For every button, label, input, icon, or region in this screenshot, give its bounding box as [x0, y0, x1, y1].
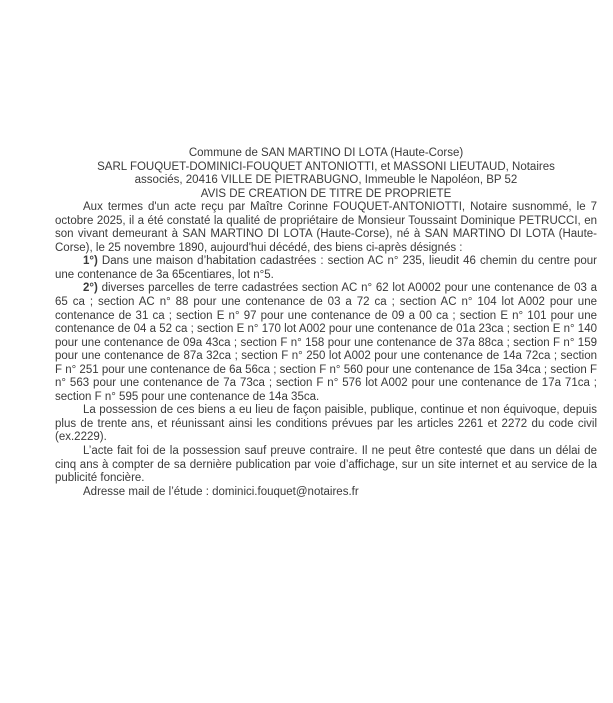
item-1-text: Dans une maison d’habitation cadastrées : section AC n° 235, lieudit 46 chemin du centre pour une contenance de 3a 65centiares, lot n°5. — [55, 255, 597, 281]
paragraph-item-2 — [55, 282, 597, 404]
doc-title-avis: AVIS DE CREATION DE TITRE DE PROPRIETE — [200, 187, 452, 200]
legal-notice-text-block — [55, 147, 597, 499]
doc-header-adresse-etude: associés, 20416 VILLE DE PIETRABUGNO, Immeuble le Napoléon, BP 52 — [134, 174, 518, 187]
item-1-number: 1°) — [83, 255, 98, 268]
paragraph-acte: L’acte fait foi de la possession sauf preuve contraire. Il ne peut être contesté que dans un délai de cinq ans à compter de sa dernière publication par voie d’affichage, sur un site internet et au service de la publicité foncière. — [55, 445, 597, 485]
paragraph-item-1 — [55, 255, 597, 282]
paragraph-possession: La possession de ces biens a eu lieu de façon paisible, publique, continue et non équivoque, depuis plus de trente ans, et réunissant ainsi les conditions prévues par les articles 2261 et 2272 du code civil (ex.2229). — [55, 404, 597, 444]
item-2-number: 2°) — [83, 282, 98, 295]
item-2-text: diverses parcelles de terre cadastrées section AC n° 62 lot A0002 pour une contenance de 03 a 65 ca ; section AC n° 88 pour une contenance de 03 a 72 ca ; section AC n° 104 lot A002 pour une contenance de 31 ca ; section E n° 97 pour une contenance de 09 a 00 ca ; section E n° 101 pour une contenance de 04 a 52 ca ; section E n° 170 lot A002 pour une contenance de 01a 23ca ; section E n° 140 pour une contenance de 09a 43ca ; section F n° 158 pour une contenance de 37a 88ca ; section F n° 159 pour une contenance de 87a 32ca ; section F n° 250 lot A002 pour une contenance de 14a 72ca ; section F n° 251 pour une contenance de 6a 56ca ; section F n° 560 pour une contenance de 15a 34ca ; section F n° 563 pour une contenance de 7a 73ca ; section F n° 576 lot A002 pour une contenance de 17a 71ca ; section F n° 595 pour une contenance de 14a 35ca. — [55, 282, 597, 403]
doc-header-notaires: SARL FOUQUET-DOMINICI-FOUQUET ANTONIOTTI, et MASSONI LIEUTAUD, Notaires — [97, 160, 555, 173]
doc-header-commune: Commune de SAN MARTINO DI LOTA (Haute-Corse) — [188, 147, 464, 159]
paragraph-email: Adresse mail de l’étude : dominici.fouquet@notaires.fr — [83, 485, 359, 498]
paragraph-intro: Aux termes d'un acte reçu par Maître Corinne FOUQUET-ANTONIOTTI, Notaire susnommé, le 7 octobre 2025, il a été constaté la qualité de propriétaire de Monsieur Toussaint Dominique PETRUCCI, en son vivant demeurant à SAN MARTINO DI LOTA (Haute-Corse), né à SAN MARTINO DI LOTA (Haute-Corse), le 25 novembre 1890, aujourd'hui décédé, des biens ci-après désignés : — [55, 201, 597, 254]
